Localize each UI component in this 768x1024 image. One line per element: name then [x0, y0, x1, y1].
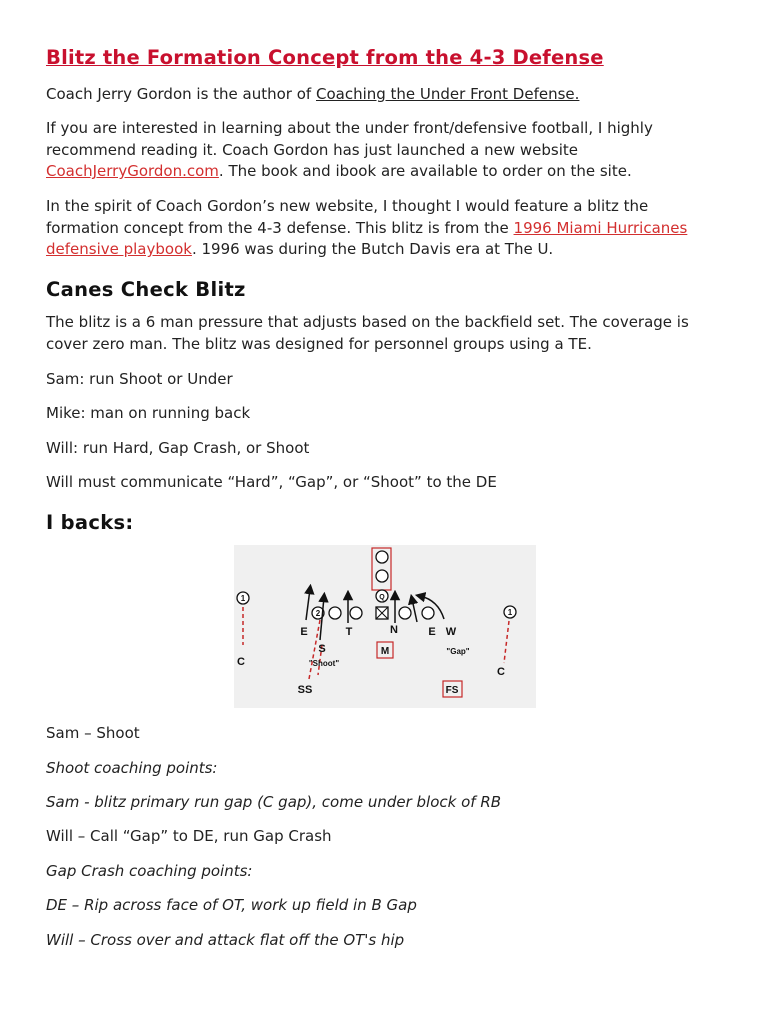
quarterback-label: Q [379, 594, 385, 601]
recommend-line-1: If you are interested in learning about the under front/defensive football, I highly [46, 119, 653, 137]
intro-text: Coach Jerry Gordon is the author of [46, 85, 316, 103]
sam-coaching-point: Sam - blitz primary run gap (C gap), come under block of RB [46, 793, 502, 811]
formation-svg [234, 545, 536, 708]
playbook-link-part-1[interactable]: 1996 Miami Hurricanes [513, 218, 688, 237]
assignment-sam: Sam: run Shoot or Under [46, 370, 233, 388]
assignment-mike: Mike: man on running back [46, 404, 251, 422]
website-link[interactable]: CoachJerryGordon.com [46, 162, 219, 180]
sam-shoot-line: Sam – Shoot [46, 724, 140, 742]
right-receiver-number: 1 [507, 608, 513, 617]
recommend-line-2: recommend reading it. Coach Gordon has just launched a new website [46, 140, 579, 159]
mike-label: M [380, 646, 390, 657]
left-end-label: E [300, 626, 308, 638]
strong-safety-label: SS [297, 684, 313, 696]
left-end-arrow [306, 589, 310, 620]
blitz-description-line-1: The blitz is a 6 man pressure that adjusts based on the backfield set. The coverage is [46, 313, 689, 331]
shoot-coaching-points-heading: Shoot coaching points: [46, 759, 218, 777]
blitz-description [46, 312, 726, 355]
spirit-line-2: formation concept from the 4-3 defense. This blitz is from the [46, 218, 514, 237]
right-corner-man-line [504, 621, 509, 663]
tight-end-number: 2 [315, 609, 321, 618]
offensive-tackle-left [329, 607, 341, 619]
tailback-marker [376, 570, 388, 582]
tackle-label: T [345, 626, 353, 638]
offensive-guard-left [350, 607, 362, 619]
will-gap-call-line: Will – Call “Gap” to DE, run Gap Crash [46, 827, 332, 845]
intro-paragraph [46, 84, 726, 106]
section-heading-canes-check-blitz: Canes Check Blitz [46, 278, 246, 301]
spirit-line-3: . 1996 was during the Butch Davis era at The U. [191, 240, 554, 258]
right-corner-label: C [497, 666, 505, 678]
will-coaching-point: Will – Cross over and attack flat off the OT's hip [46, 931, 405, 949]
offensive-tackle-right [422, 607, 434, 619]
spirit-paragraph [46, 196, 726, 261]
recommend-line-3: . The book and ibook are available to order on the site. [218, 162, 632, 180]
right-end-arrow [412, 599, 417, 622]
spirit-line-1: In the spirit of Coach Gordon’s new website, I thought I would feature a blitz the [46, 197, 649, 215]
offensive-guard-right [399, 607, 411, 619]
assignment-will: Will: run Hard, Gap Crash, or Shoot [46, 439, 310, 457]
fullback-marker [376, 551, 388, 563]
shoot-call-label: "Shoot" [308, 659, 340, 668]
de-coaching-point: DE – Rip across face of OT, work up field in B Gap [46, 896, 417, 914]
left-receiver-number: 1 [240, 594, 246, 603]
recommend-paragraph [46, 118, 726, 183]
book-link[interactable]: Coaching the Under Front Defense. [315, 85, 580, 103]
sam-label: S [318, 643, 326, 655]
formation-diagram [234, 545, 536, 708]
left-corner-label: C [237, 656, 245, 668]
will-label: W [445, 626, 457, 638]
blitz-description-line-2: cover zero man. The blitz was designed for personnel groups using a TE. [46, 334, 592, 353]
section-heading-i-backs: I backs: [46, 511, 134, 534]
right-end-label: E [428, 626, 436, 638]
gap-crash-coaching-points-heading: Gap Crash coaching points: [46, 862, 253, 880]
free-safety-label: FS [445, 685, 459, 696]
article-title: Blitz the Formation Concept from the 4-3 Defense [46, 46, 604, 69]
nose-label: N [390, 624, 398, 636]
playbook-link-part-2[interactable]: defensive playbook [46, 240, 192, 258]
assignment-will-communicate: Will must communicate “Hard”, “Gap”, or “Shoot” to the DE [46, 473, 497, 491]
gap-call-label: "Gap" [446, 647, 470, 656]
